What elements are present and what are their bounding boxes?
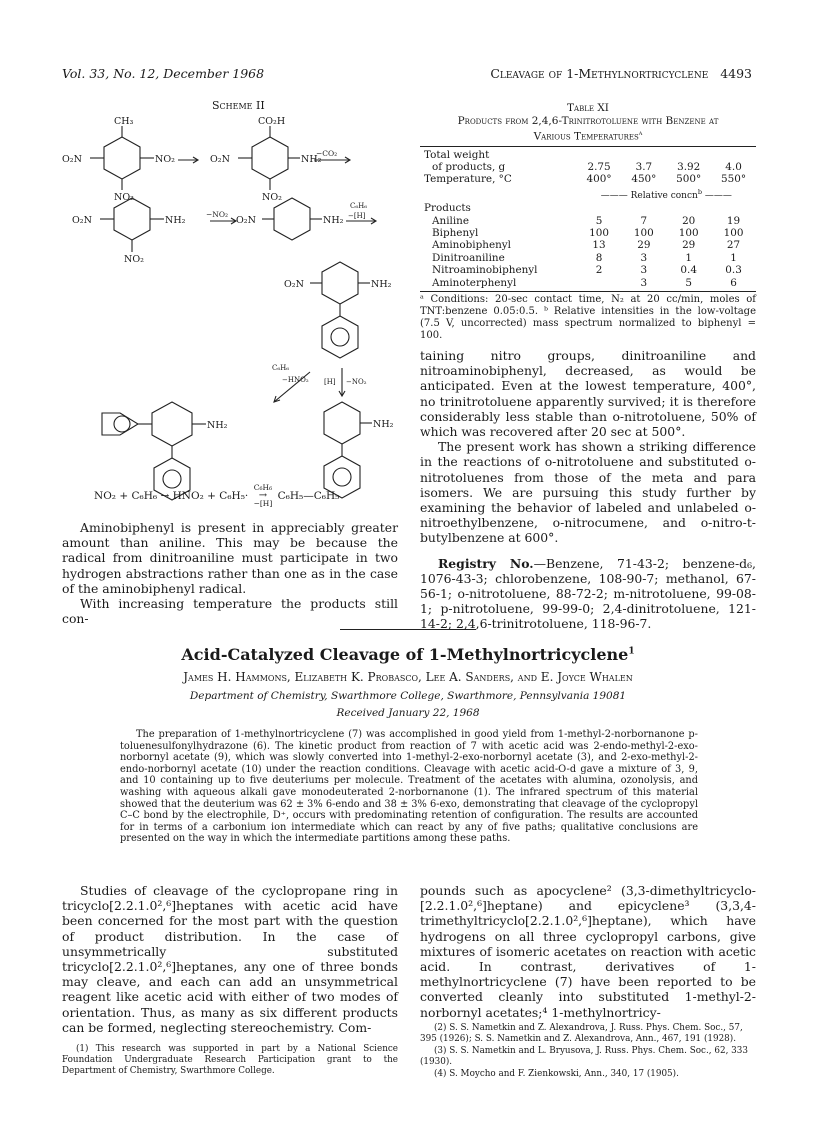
table-title: Table XI [567, 102, 609, 114]
eq-term: NO₂ [94, 490, 117, 502]
relative-label: Relative concn [630, 190, 698, 201]
table-row [420, 186, 756, 202]
row-label: of products, g [432, 160, 506, 173]
paragraph: taining nitro groups, dinitroaniline and nitroaminobiphenyl, decreased, as would be anticipated. Even at the lowest temperature, 400°, no trinitrotoluene apparently survived; it is therefore considerably less stable than o-nitrotoluene, 50% of which was recovered after 20 sec at 500°. [420, 348, 756, 440]
eq-arrow-top: C₆H₆ [253, 483, 273, 492]
cell: 20 [682, 214, 696, 227]
article-separator [340, 629, 476, 630]
benzene-ring [104, 137, 140, 179]
cell: 450° [631, 173, 657, 186]
cell [577, 277, 622, 289]
benzene-ring [322, 316, 358, 358]
cell: 3.92 [677, 160, 701, 173]
table-row [420, 202, 756, 214]
eq-term: C₆H₅· [219, 490, 249, 502]
registry-text: —Benzene, 71-43-2; benzene-d₆, 1076-43-3; chlorobenzene, 108-90-7; methanol, 67-56-1; o-nitrotoluene, 88-72-2; m-nitrotoluene, 99-08-1; p-nitrotoluene, 99-99-0; 2,4-dinitrotoluene, 121-14-2; 2,4,6-trinitrotoluene, 118-96-7. [420, 555, 756, 632]
table-row [420, 215, 756, 227]
cell: 100 [589, 226, 609, 239]
benzene-ring [152, 402, 192, 446]
scheme-arrow-label: C₆H₆ [272, 364, 290, 372]
row-label: Aniline [432, 214, 470, 227]
row-label: Nitroaminobiphenyl [432, 264, 538, 277]
row-label: Aminoterphenyl [432, 276, 517, 289]
scheme-label: NH₂ [207, 420, 228, 431]
scheme-arrow-label: −HNO₂ [282, 376, 309, 384]
scheme-label: NO₂ [155, 154, 175, 165]
cell: 5 [685, 276, 692, 289]
eq-term: C₆H₅—C₆H₅ [277, 490, 340, 502]
table-subtitle-text: Products from 2,4,6-Trinitrotoluene with Benzene at Various Temperatures [457, 115, 719, 143]
running-head [490, 66, 752, 81]
cell: 550° [721, 173, 747, 186]
footnote-mark: 1 [628, 646, 635, 657]
scheme-equation [94, 484, 339, 508]
table-row [420, 252, 756, 264]
cell: 4.0 [725, 160, 742, 173]
cell: 500° [676, 173, 702, 186]
cell: 0.4 [680, 264, 697, 277]
scheme-arrow-label: −NO₂ [206, 210, 229, 219]
abstract: The preparation of 1-methylnortricyclene (7) was accomplished in good yield from 1-methyl-2-norbornanone p-toluenesulfonylhydrazone (6). The kinetic product from reaction of 7 with acetic acid was 2-endo-methyl-2-exo-norbornyl acetate (9), which was slowly converted into 1-methyl-2-exo-norbornyl acetate (3), and 2-exo-methyl-2-endo-norbornyl acetate (10) under the reaction conditions. Cleavage with acetic acid-O-d gave a mixture of 3, 9, and 10 containing up to five deuteriums per molecule. Treatment of the acetates with alumina, ozonolysis, and washing with aqueous alkali gave monodeuterated 2-norbornanone (1). The infrared spectrum of this material showed that the deuterium was 62 ± 3% 6-endo and 38 ± 3% 6-exo, demonstrating that cleavage of the cyclopropyl C–C bond by the electrophile, D⁺, occurs with predominating retention of configuration. The results are accounted for in terms of a carbonium ion intermediate which can react by any of five paths; qualitative conclusions are presented on the way in which the intermediate partitions among these paths. [120, 729, 698, 845]
scheme-label: O₂N [210, 154, 230, 165]
footnote-mark: a [638, 129, 643, 137]
benzene-ring [252, 137, 288, 179]
cell: 6 [730, 276, 737, 289]
cell: 29 [682, 239, 696, 252]
scheme-label: O₂N [72, 215, 92, 226]
journal-volume: Vol. 33, No. 12, December 1968 [62, 66, 265, 81]
scheme-label: O₂N [62, 154, 82, 165]
eq-plus: + [207, 490, 216, 502]
scheme-ii-diagram [60, 112, 400, 520]
body-right-column [420, 883, 756, 1020]
footnotes-right [420, 1023, 756, 1081]
scheme-label: NO₂ [262, 192, 282, 203]
footnote-mark: b [697, 187, 702, 196]
eq-plus: + [119, 490, 129, 502]
scheme-label: NH₂ [371, 279, 392, 290]
footnote-1: (1) This research was supported in part by a National Science Foundation Undergraduate Research Participation grant to the Department of Chemistry, Swarthmore College. [62, 1044, 398, 1076]
row-label: Dinitroaniline [432, 251, 505, 264]
body-left-column [62, 883, 398, 1035]
running-title: Cleavage of 1-Methylnortricyclene [490, 66, 709, 81]
cell: 3 [640, 264, 648, 277]
footnote: (4) S. Moycho and F. Zienkowski, Ann., 340, 17 (1905). [434, 1069, 679, 1079]
cell: 1 [685, 251, 692, 264]
row-label: Aminobiphenyl [432, 239, 511, 252]
benzene-ring [274, 198, 310, 240]
affiliation: Department of Chemistry, Swarthmore College, Swarthmore, Pennsylvania 19081 [189, 690, 627, 702]
paragraph: Studies of cleavage of the cyclopropane ring in tricyclo[2.2.1.0²,⁶]heptanes with acetic acid have been concerned for the most part with the question of product distribution. In the case of unsymmetrically substituted tricyclo[2.2.1.0²,⁶]heptanes, any one of three bonds may cleave, and each can add an unsymmetrical reagent like acetic acid with either of two modes of orientation. Thus, as many as six different products can be formed, neglecting stereochemistry. Com- [62, 883, 398, 1035]
table-rule [420, 291, 756, 292]
eq-arrow [254, 484, 273, 508]
paragraph: With increasing temperature the products still con- [62, 596, 398, 627]
table-subtitle [420, 114, 756, 143]
footnote: (3) S. S. Nametkin and L. Bryusova, J. Russ. Phys. Chem. Soc., 62, 333 (1930). [420, 1046, 748, 1067]
row-label: Temperature, °C [424, 173, 512, 186]
benzene-ring [114, 198, 150, 240]
eq-arrow-bottom: −[H] [253, 499, 273, 508]
scheme-label: NH₂ [301, 154, 322, 165]
paragraph: The present work has shown a striking difference in the reactions of o-nitrotoluene and substituted o-nitrotoluenes from those of the meta and para isomers. We are pursuing this study further by examining the behavior of labeled and unlabeled o-nitroethylbenzene, o-nitrocumene, and o-nitro-t-butylbenzene at 600°. [420, 439, 756, 546]
page-number: 4493 [720, 66, 752, 81]
cell: 27 [726, 239, 741, 252]
benzene-ring [322, 262, 358, 304]
cell: 5 [595, 214, 603, 227]
scheme-label: CH₃ [114, 116, 134, 127]
scheme-arrow-label: [H] [324, 378, 336, 386]
table-xi [420, 102, 756, 342]
table-row [420, 277, 756, 289]
cell: 100 [678, 226, 699, 239]
scheme-arrow-label: −NO₂ [346, 378, 367, 386]
data-table [420, 149, 756, 289]
cell: 100 [633, 226, 654, 239]
scheme-label: CO₂H [258, 116, 286, 127]
article-title [0, 645, 816, 664]
eq-term: C₆H₆ [131, 490, 158, 502]
registry-label: Registry No. [438, 555, 534, 571]
benzene-ring [324, 402, 360, 444]
cell: 8 [595, 251, 603, 264]
paragraph: Aminobiphenyl is present in appreciably greater amount than aniline. This may be because the radical from dinitroaniline must participate in two hydrogen abstractions rather than one as in the case of the aminobiphenyl radical. [62, 520, 398, 596]
table-row [420, 239, 756, 251]
scheme-arrow-label: C₆H₆ [350, 202, 368, 210]
cell: 13 [592, 239, 606, 252]
table-rule [420, 146, 756, 147]
table-row [420, 161, 756, 173]
registry-paragraph [420, 556, 756, 632]
cell: 7 [640, 214, 648, 227]
row-label: Products [424, 202, 471, 215]
cell: 3 [640, 276, 648, 289]
scheme-arrow-label: −[H] [348, 212, 366, 220]
cell: 3 [640, 251, 648, 264]
received-date: Received January 22, 1968 [336, 707, 480, 719]
scheme-label: NO₂ [124, 254, 144, 265]
cell: 0.3 [725, 264, 742, 277]
arrow-icon: → [258, 490, 268, 501]
cell: 2.75 [587, 160, 611, 173]
table-row [420, 149, 756, 161]
table-row [420, 227, 756, 239]
row-label: Biphenyl [432, 226, 479, 239]
right-column-text [420, 348, 756, 632]
article-authors: James H. Hammons, Elizabeth K. Probasco, Lee A. Sanders, and E. Joyce Whalen [183, 670, 633, 684]
scheme-label: NO₂ [114, 192, 134, 203]
scheme-title: Scheme II [212, 99, 265, 112]
cell: 3.7 [635, 160, 653, 173]
arrow-icon: → [160, 490, 170, 502]
scheme-arrow-label: −CO₂ [316, 149, 338, 158]
cell: 2 [595, 264, 603, 277]
footnote: (2) S. S. Nametkin and Z. Alexandrova, J. Russ. Phys. Chem. Soc., 57, 395 (1926); S. S. Nametkin and Z. Alexandrova, Ann., 467, 191 (1928). [420, 1023, 743, 1044]
table-row [420, 264, 756, 276]
paragraph: pounds such as apocyclene² (3,3-dimethyltricyclo-[2.2.1.0²,⁶]heptane) and epicyclene³ (3,3,4-trimethyltricyclo[2.2.1.0²,⁶]heptane), which have hydrogens on all three cyclopropyl carbons, give mixtures of isomeric acetates on reaction with acetic acid. In contrast, derivatives of 1-methylnortricyclene (7) have been reported to be converted cleanly into substituted 1-methyl-2-norbornyl acetates;⁴ 1-methylnortricy- [420, 883, 756, 1020]
cell: 29 [637, 239, 651, 252]
relative-concn-header: ——— Relative concn$^b$ ——— [600, 187, 732, 201]
cell: 100 [723, 226, 744, 239]
scheme-label: NH₂ [323, 215, 344, 226]
scheme-label: NH₂ [373, 419, 394, 430]
cell: 400° [586, 173, 612, 186]
table-footnote: ᵃ Conditions: 20-sec contact time, N₂ at 20 cc/min, moles of TNT:benzene 0.05:0.5. ᵇ Relative intensities in the low-voltage (7.5 V, uncorrected) mass spectrum normalized to biphenyl = 100. [420, 293, 756, 341]
left-column-text [62, 520, 398, 626]
row-label: Total weight [424, 148, 490, 161]
eq-term: HNO₂ [172, 490, 204, 502]
scheme-label: NH₂ [165, 215, 186, 226]
scheme-label: O₂N [284, 279, 304, 290]
table-row [420, 173, 756, 185]
cell: 1 [730, 251, 737, 264]
article-title-text: Acid-Catalyzed Cleavage of 1-Methylnortricyclene [181, 645, 629, 664]
scheme-label: O₂N [236, 215, 256, 226]
cell: 19 [726, 214, 741, 227]
